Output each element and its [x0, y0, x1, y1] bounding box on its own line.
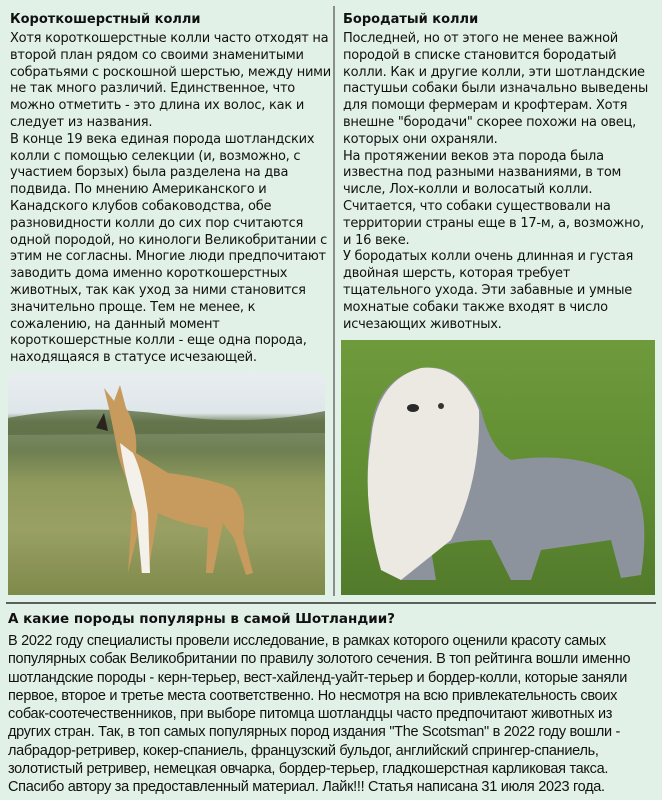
- text-line: животных, так как уход за ними становится: [10, 282, 306, 298]
- section-body: [10, 31, 331, 367]
- text-line: Хотя короткошерстные колли часто отходят на: [10, 31, 329, 46]
- section-heading: Бородатый колли: [343, 12, 479, 27]
- text-line: значительно проще. Тем не менее, к: [10, 299, 256, 315]
- text-line: Считается, что собаки существовали на: [343, 198, 611, 214]
- text-line: Последней, но от этого не менее важной: [343, 31, 619, 46]
- section-divider: [6, 602, 656, 604]
- text-line: популярных собак Великобритании по правилу золотого сечения. В топ рейтинга вошли именно: [8, 651, 631, 668]
- text-line: короткошерстные колли - еще одна порода,: [10, 333, 307, 349]
- text-line: На протяжении веков эта порода была: [343, 148, 604, 164]
- text-line: шотландские породы - керн-терьер, вест-хайленд-уайт-терьер и бордер-колли, которые заняли: [8, 669, 628, 686]
- text-line: внешне "бородачи" скорее похожи на овец,: [343, 114, 636, 130]
- text-line: лабрадор-ретривер, кокер-спаниель, французский бульдог, английский спрингер-спаниель,: [8, 742, 599, 759]
- text-line: для помощи фермерам и крофтерам. Хотя: [343, 98, 628, 114]
- column-divider: [333, 6, 335, 596]
- text-line: В 2022 году специалисты провели исследование, в рамках которого оценили красоту самых: [8, 633, 606, 649]
- text-line: подвида. По мнению Американского и: [10, 182, 267, 198]
- text-line: собак-соотечественников, при выборе питомца шотландцы часто предпочитают животных из: [8, 706, 613, 723]
- text-line: второй план рядом со своими знаменитыми: [10, 47, 304, 63]
- text-line: золотистый ретривер, немецкая овчарка, бордер-терьер, гладкошерстная карликовая такса.: [8, 761, 609, 778]
- text-line: находящаяся в статусе исчезающей.: [10, 350, 257, 366]
- text-line: других стран. Так, в топ самых популярных пород издания "The Scotsman" в 2022 году вошли -: [8, 724, 621, 741]
- text-line: пастушьи собаки были изначально выведены: [343, 81, 649, 97]
- text-line: породой в списке становится бородатый: [343, 47, 617, 63]
- text-line: одной породой, но кинологи Великобритании с: [10, 232, 327, 248]
- bearded-collie-photo: [341, 340, 655, 595]
- text-line: этим не согласны. Многие люди предпочитают: [10, 249, 326, 265]
- section-body: [343, 31, 648, 333]
- text-line: и 16 веке.: [343, 232, 410, 248]
- text-line: Канадского клубов собаководства, обе: [10, 198, 272, 214]
- text-line: не так много различий. Единственное, что: [10, 81, 296, 97]
- text-line: участием борзых) была разделена на два: [10, 165, 289, 181]
- text-line: которых они охраняли.: [343, 131, 498, 147]
- text-line: мохнатые собаки также входят в число: [343, 299, 608, 315]
- text-line: У бородатых колли очень длинная и густая: [343, 249, 634, 265]
- smooth-collie-photo: [8, 373, 325, 595]
- section-heading: Короткошерстный колли: [10, 12, 201, 27]
- text-line: заводить дома именно короткошерстных: [10, 266, 288, 282]
- text-line: числе, Лох-колли и волосатый колли.: [343, 182, 593, 198]
- text-line: собратьями с роскошной шерстью, между ними: [10, 64, 331, 80]
- text-line: сожалению, на данный момент: [10, 316, 220, 332]
- text-line: В конце 19 века единая порода шотландских: [10, 131, 315, 147]
- text-line: можно отметить - это длина их волос, как и: [10, 98, 305, 114]
- text-line: двойная шерсть, которая требует: [343, 266, 571, 282]
- text-line: известна под разными названиями, в том: [343, 165, 622, 181]
- text-line: колли с помощью селекции (и, возможно, с: [10, 148, 301, 164]
- text-line: тщательного ухода. Эти забавные и умные: [343, 282, 632, 298]
- text-line: колли. Как и другие колли, эти шотландские: [343, 64, 645, 80]
- scotland-breeds-body: [8, 632, 630, 797]
- scotland-breeds-heading: А какие породы популярны в самой Шотландии?: [8, 611, 396, 627]
- text-line: следует из названия.: [10, 114, 153, 130]
- text-line: исчезающих животных.: [343, 316, 502, 332]
- text-line: Спасибо автору за предоставленный материал. Лайк!!! Статья написана 31 июля 2023 года.: [8, 779, 605, 796]
- text-line: разновидности колли до сих пор считаются: [10, 215, 304, 231]
- text-line: первое, второе и третье места соответственно. Но несмотря на всю привлекательность своих: [8, 687, 618, 704]
- text-line: территории страны еще в 17-м, а, возможно,: [343, 215, 644, 231]
